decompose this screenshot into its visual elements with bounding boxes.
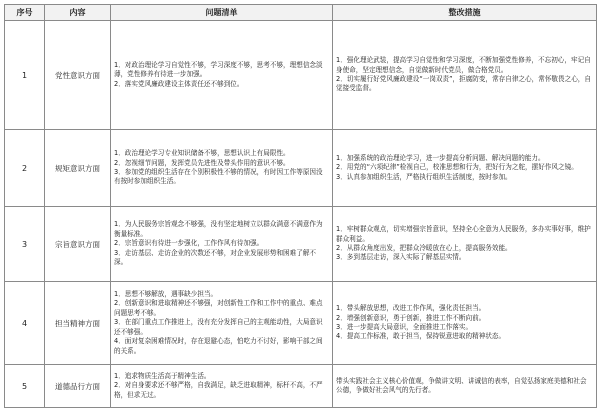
row-category: 担当精神方面 bbox=[45, 282, 111, 365]
problem-item: 2．落实党风廉政建设主体责任还不够到位。 bbox=[114, 79, 244, 88]
measure-item: 2．从群众角度出发，把群众冷暖放在心上，提高服务效能。 bbox=[336, 244, 512, 252]
problem-list bbox=[111, 365, 333, 408]
row-category: 规矩意识方面 bbox=[45, 130, 111, 207]
problem-item: 1．追求物质生活高于精神生活。 bbox=[114, 371, 211, 380]
measure-item: 3．多到基层走访，深入实际了解基层实情。 bbox=[336, 253, 466, 262]
table-row bbox=[5, 365, 597, 408]
measure-item: 1．牢树群众观点，切实增强宗旨意识，坚持全心全意为人民服务，多办实事好事，维护群众利益。 bbox=[336, 225, 591, 243]
measure-item: 1．带头解放思想，改进工作作风，强化责任担当。 bbox=[336, 304, 486, 313]
table-row bbox=[5, 207, 597, 282]
problem-item: 1．思想不够解放，遇事缺少担当。 bbox=[114, 290, 218, 299]
measure-list bbox=[333, 207, 597, 282]
row-number: 2 bbox=[5, 130, 45, 207]
measure-item: 3．进一步提高大局意识，全面推进工作落实。 bbox=[336, 323, 473, 331]
measure-list bbox=[333, 282, 597, 365]
measure-item: 2．切实履行好党风廉政建设“一岗双责”，拒腐防变，常存自律之心，常怀敬畏之心，自觉接受监督。 bbox=[336, 75, 591, 93]
measure-item: 1．强化理论武装，提高学习自觉性和学习深度，不断加强党性修养，不忘初心，牢记自身使命，坚定理想信念，自觉做新时代党员，做合格党员。 bbox=[336, 56, 591, 74]
problem-item: 1．为人民服务宗旨观念不够强，没有坚定地树立以群众满意不满意作为衡量标准。 bbox=[114, 220, 323, 238]
table-row bbox=[5, 21, 597, 130]
problem-item: 3．在部门重点工作推进上，没有充分发挥自己的主观能动性，大局意识还不够强。 bbox=[114, 318, 323, 336]
measure-item: 2．增强创新意识，勇于创新，推进工作不断向前。 bbox=[336, 313, 486, 322]
problem-item: 3．走访基层、走访企业的次数还不够，对企业发展形势和困难了解不深。 bbox=[114, 248, 317, 267]
measure-list bbox=[333, 130, 597, 207]
measure-item: 3．认真参加组织生活，严格执行组织生活制度，按时参加。 bbox=[336, 172, 512, 181]
problem-list bbox=[111, 21, 333, 130]
row-number: 1 bbox=[5, 21, 45, 130]
row-category: 道德品行方面 bbox=[45, 365, 111, 408]
problem-item: 4．面对复杂困难情况时，存在退避心态，怕吃力不讨好，影响干部之间的关系。 bbox=[114, 337, 323, 355]
measure-item: 1．加强系统的政治理论学习，进一步提高分析问题、解决问题的能力。 bbox=[336, 153, 545, 162]
row-category: 宗旨意识方面 bbox=[45, 207, 111, 282]
problem-list bbox=[111, 130, 333, 207]
problem-item: 2．忽视细节问题，发挥党员先进性及带头作用的意识不够。 bbox=[114, 158, 290, 167]
header-measures: 整改措施 bbox=[333, 5, 597, 21]
row-number: 5 bbox=[5, 365, 45, 408]
measure-item: 2．用党的“六项纪律”检视自己，校准思想和行为，把好行为之舵，摆好作风之镜。 bbox=[336, 163, 578, 172]
problem-item: 2．对自身要求还不够严格，自我满足，缺乏进取精神，标杆不高，不严格，但求无过。 bbox=[114, 381, 323, 399]
row-number: 4 bbox=[5, 282, 45, 365]
header-problems: 问题清单 bbox=[111, 5, 333, 21]
table-row bbox=[5, 130, 597, 207]
row-category: 党性意识方面 bbox=[45, 21, 111, 130]
problem-item: 2．宗旨意识有待进一步强化，工作作风有待加强。 bbox=[114, 239, 264, 248]
rectification-table bbox=[4, 4, 597, 408]
header-no: 序号 bbox=[5, 5, 45, 21]
problem-item: 1．对政治理论学习自觉性不够，学习深度不够，思考不够，理想信念淡薄，党性修养有待进一步加强。 bbox=[114, 60, 323, 79]
problem-list bbox=[111, 207, 333, 282]
row-number: 3 bbox=[5, 207, 45, 282]
measure-list bbox=[333, 21, 597, 130]
measure-item: 4．提高工作标准，敢于担当，保持锐意进取的精神状态。 bbox=[336, 332, 506, 341]
header-row bbox=[5, 5, 597, 21]
header-category: 内容 bbox=[45, 5, 111, 21]
table-row bbox=[5, 282, 597, 365]
problem-list bbox=[111, 282, 333, 365]
problem-item: 1．政治理论学习专业知识储备不够，思想认识上有局限性。 bbox=[114, 149, 290, 158]
problem-item: 2．创新意识和进取精神还不够强，对创新性工作和工作中的重点、难点问题思考不够。 bbox=[114, 299, 323, 317]
problem-item: 3．参加党的组织生活存在个别积极性不够的情况，有时因工作等原因没有按时参加组织生活。 bbox=[114, 168, 323, 186]
measure-item: 带头实践社会主义核心价值观，争做讲文明、讲诚信的表率，自觉弘扬家庭美德和社会公德，争做好社会风气的先行者。 bbox=[336, 376, 587, 394]
measure-list bbox=[333, 365, 597, 408]
